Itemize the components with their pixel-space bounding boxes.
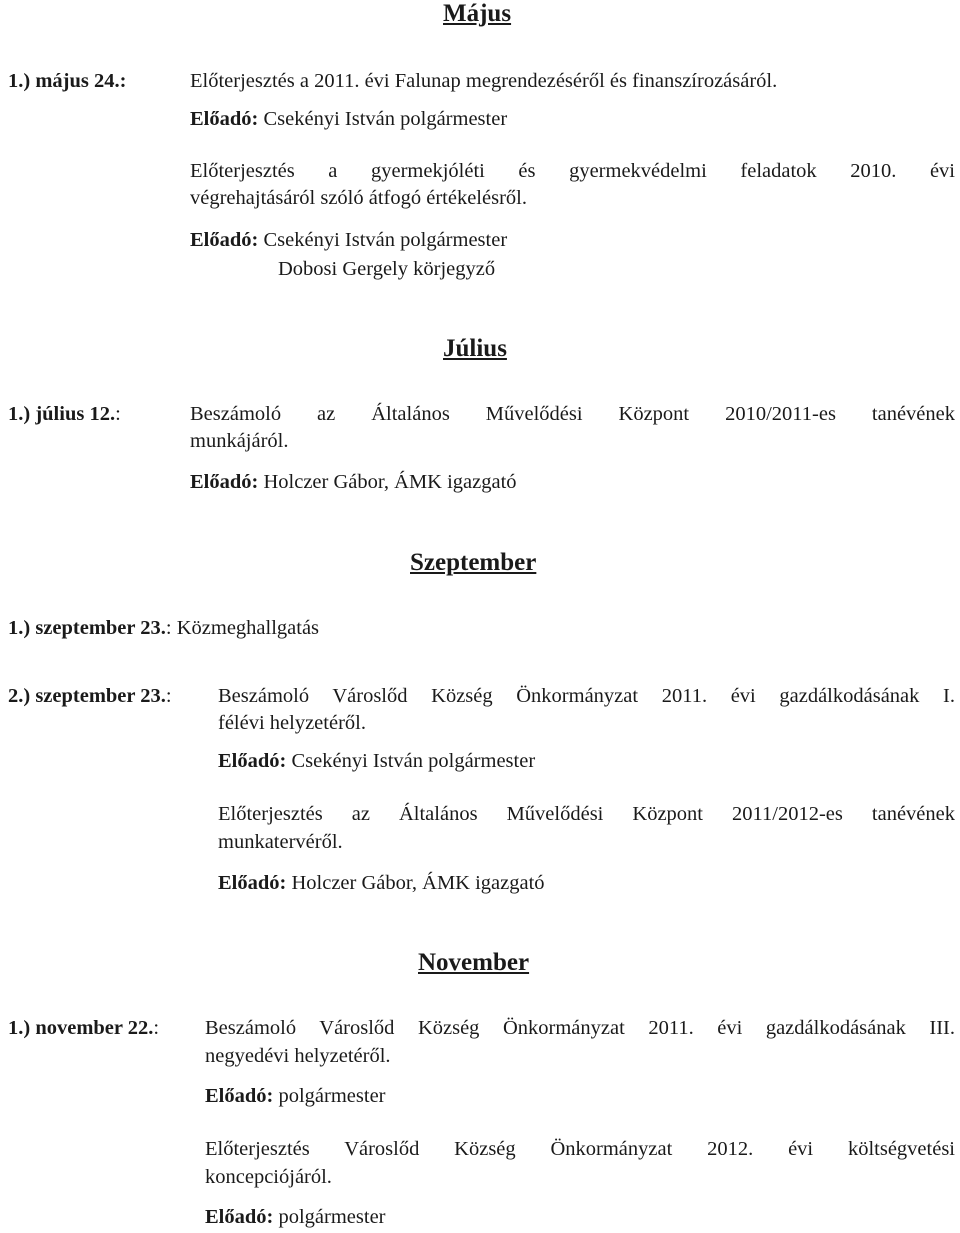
heading-majus: Május (443, 0, 512, 27)
presenter-label: Előadó: (205, 1085, 274, 1107)
presenter-line (190, 471, 517, 495)
heading-szeptember: Szeptember (410, 549, 537, 576)
item-text-koltsegvetes-line2: koncepciójáról. (205, 1166, 332, 1188)
presenter-line (205, 1206, 386, 1230)
presenter-name: Csekényi István polgármester (263, 229, 508, 251)
item-date-colon: : (115, 403, 121, 425)
item-date-julius-12 (8, 403, 121, 427)
item-text-koltsegvetes-line1: Előterjesztés Városlőd Község Önkormányzat 2012. évi költségvetési (205, 1138, 955, 1160)
item-text-felevi-line2: félévi helyzetéről. (218, 712, 366, 734)
presenter-line (190, 108, 507, 132)
item-date-text: 2.) szeptember 23. (8, 685, 166, 707)
presenter-line (190, 229, 507, 253)
item-date-szeptember-23-2 (8, 685, 172, 709)
presenter-label: Előadó: (190, 229, 259, 251)
item-date-text: 1.) július 12. (8, 403, 116, 425)
presenter-name: polgármester (278, 1206, 386, 1228)
item-text-munkaterv-line2: munkatervéről. (218, 831, 343, 853)
item-text-negyedevi-line2: negyedévi helyzetéről. (205, 1045, 391, 1067)
heading-julius: Július (443, 335, 507, 362)
presenter-label: Előadó: (190, 471, 259, 493)
item-text-kozmeghallgatas: Közmeghallgatás (176, 617, 320, 639)
presenter-label: Előadó: (218, 872, 287, 894)
item-text-felevi-line1: Beszámoló Városlőd Község Önkormányzat 2011. évi gazdálkodásának I. (218, 685, 955, 707)
item-date-text: 1.) november 22. (8, 1017, 154, 1039)
presenter-name: polgármester (278, 1085, 386, 1107)
item-text-gyermekjoleti-line1: Előterjesztés a gyermekjóléti és gyermekvédelmi feladatok 2010. évi (190, 160, 955, 182)
presenter-line (218, 750, 535, 774)
item-date-november-22 (8, 1017, 159, 1041)
item-date-colon: : (165, 685, 172, 707)
heading-november: November (418, 949, 530, 976)
presenter-name: Holczer Gábor, ÁMK igazgató (291, 872, 545, 894)
item-date-colon: : (165, 617, 172, 639)
item-date-text: 1.) szeptember 23. (8, 617, 166, 639)
item-text-munkaterv-line1: Előterjesztés az Általános Művelődési Központ 2011/2012-es tanévének (218, 803, 955, 825)
presenter-line (205, 1085, 386, 1109)
item-date-majus-24: 1.) május 24.: (8, 70, 127, 92)
item-text-negyedevi-line1: Beszámoló Városlőd Község Önkormányzat 2011. évi gazdálkodásának III. (205, 1017, 955, 1039)
presenter-name: Csekényi István polgármester (291, 750, 536, 772)
presenter-name: Csekényi István polgármester (263, 108, 508, 130)
item-date-colon: : (153, 1017, 160, 1039)
item-text-amk-beszamolo-line2: munkájáról. (190, 430, 289, 452)
presenter-label: Előadó: (218, 750, 287, 772)
item-text-amk-beszamolo-line1: Beszámoló az Általános Művelődési Központ 2010/2011-es tanévének (190, 403, 955, 425)
presenter-line (218, 872, 545, 896)
presenter-label: Előadó: (190, 108, 259, 130)
presenter-name-secondary: Dobosi Gergely körjegyző (278, 258, 496, 280)
presenter-label: Előadó: (205, 1206, 274, 1228)
item-text-gyermekjoleti-line2: végrehajtásáról szóló átfogó értékelésről. (190, 187, 527, 209)
presenter-name: Holczer Gábor, ÁMK igazgató (263, 471, 517, 493)
item-text-falunap: Előterjesztés a 2011. évi Falunap megrendezéséről és finanszírozásáról. (190, 70, 778, 92)
item-date-szeptember-23-1 (8, 617, 319, 641)
